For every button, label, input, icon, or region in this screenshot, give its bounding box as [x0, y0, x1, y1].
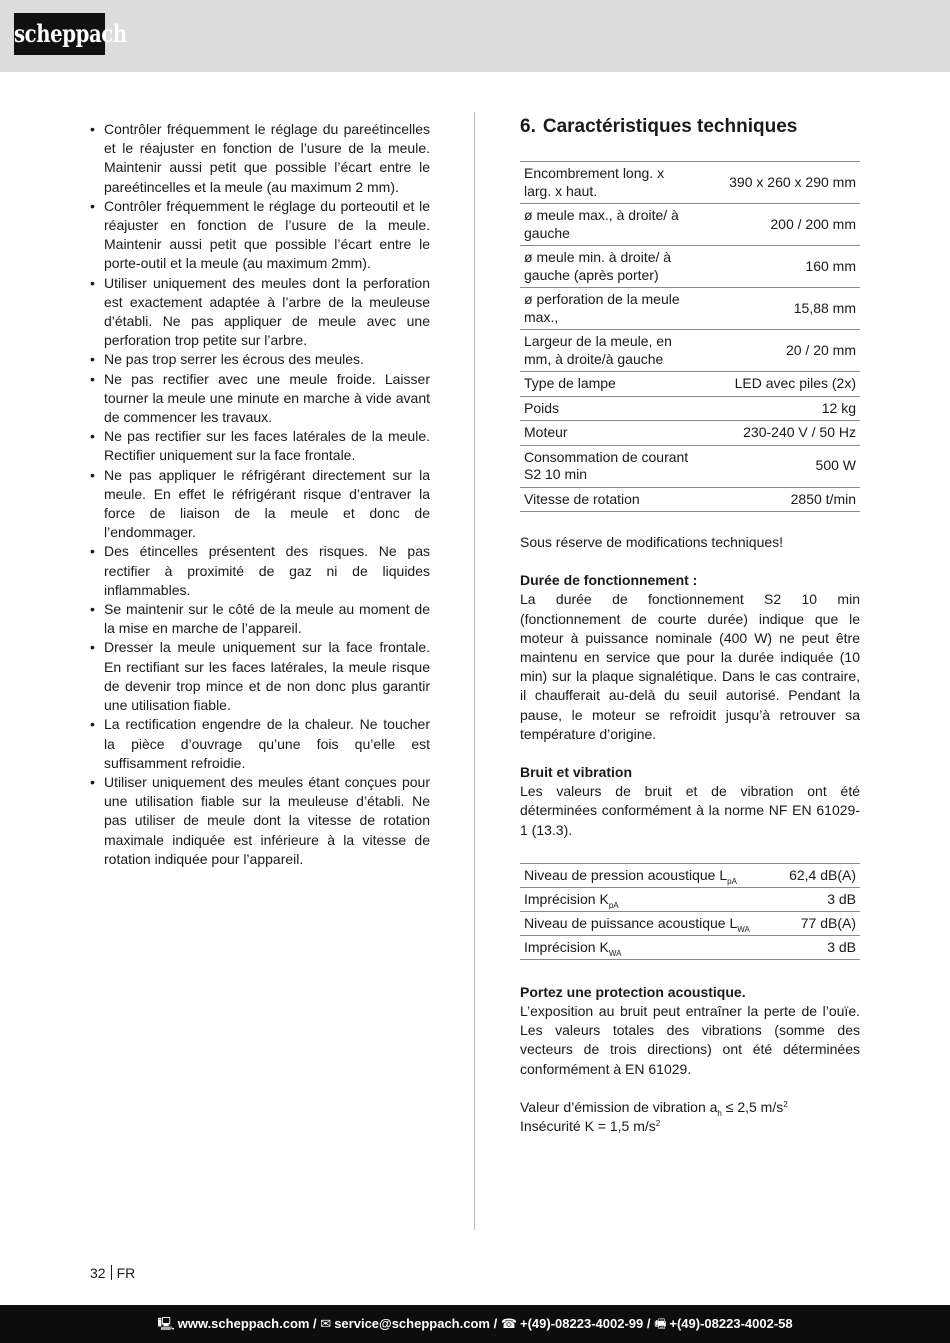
safety-instructions: [90, 120, 430, 869]
bullet-dot: •: [90, 121, 95, 137]
bullet-text: Contrôler fréquemment le réglage du porteoutil et le réajuster en fonction de l’usure de la meule. Maintenir aussi petit que possible l’écart entre le porte-outil et la meule (au maximum 2mm).: [104, 197, 430, 272]
vibration-sup: 2: [783, 1099, 788, 1109]
vibration-sub: h: [717, 1108, 722, 1118]
spec-label: Poids: [520, 396, 698, 421]
noise-value: 3 dB: [777, 935, 860, 959]
spec-row: [520, 487, 860, 512]
email-link[interactable]: service@scheppach.com /: [334, 1316, 498, 1331]
noise-label: Imprécision K: [524, 938, 609, 955]
safety-bullet-item: [90, 542, 430, 600]
bullet-dot: •: [90, 428, 95, 445]
safety-bullet-list: [90, 120, 430, 869]
noise-label-sub: pA: [727, 876, 737, 886]
section-title: Caractéristiques techniques: [542, 116, 798, 137]
protection-heading: Portez une protection acoustique.: [520, 983, 746, 1000]
page-number-footer: [90, 1265, 135, 1281]
bullet-text: Dresser la meule uniquement sur la face frontale. En rectifiant sur les faces latérales, la meule risque de devenir trop mince et de non donc plus garantir une utilisation fiable.: [104, 639, 430, 714]
web-link[interactable]: www.scheppach.com /: [177, 1316, 317, 1331]
section-number: 6.: [520, 116, 536, 137]
noise-row: [520, 911, 860, 935]
specifications-table: [520, 161, 860, 512]
safety-bullet-item: [90, 350, 430, 369]
bullet-text: Utiliser uniquement des meules étant conçues pour une utilisation fiable sur la meuleuse d’établi. Ne pas utiliser de meule dont la vitesse de rotation maximale indiquée est inférieure à la vitesse de rotation indiquée pour l’appareil.: [104, 773, 430, 867]
bullet-text: La rectification engendre de la chaleur. Ne toucher la pièce d’ouvrage qu’une fois qu’elle est suffisamment refroidie.: [104, 716, 430, 771]
uncertainty-label: Insécurité K = 1,5 m/s: [520, 1118, 656, 1135]
bullet-dot: •: [90, 543, 95, 560]
noise-label: Niveau de puissance acoustique L: [524, 914, 738, 931]
spec-value: 12 kg: [698, 396, 860, 421]
spec-label: Type de lampe: [520, 372, 698, 397]
safety-bullet-item: [90, 197, 430, 274]
noise-heading: Bruit et vibration: [520, 764, 633, 781]
spec-row: [520, 288, 860, 330]
duty-heading: Durée de fonctionnement :: [520, 572, 698, 589]
section-heading: [520, 112, 860, 142]
bullet-text: Ne pas trop serrer les écrous des meules.: [104, 351, 364, 368]
bullet-text: Ne pas rectifier avec une meule froide. Laisser tourner la meule une minute en marche à vide avant de commencer les travaux.: [104, 370, 430, 426]
noise-label: Niveau de pression acoustique L: [524, 866, 728, 883]
uncertainty-line: [520, 1117, 860, 1136]
bullet-dot: •: [90, 351, 95, 368]
noise-value: 77 dB(A): [777, 911, 860, 935]
noise-label-cell: [520, 935, 777, 959]
noise-label-sub: WA: [608, 948, 622, 958]
spec-value: 2850 t/min: [698, 487, 860, 512]
noise-value: 62,4 dB(A): [777, 863, 860, 887]
spec-value: LED avec piles (2x): [698, 372, 860, 397]
phone-icon: ☎: [500, 1316, 518, 1331]
spec-label: Consommation de courant S2 10 min: [520, 445, 698, 487]
spec-value: 390 x 260 x 290 mm: [698, 162, 860, 204]
spec-label: Largeur de la meule, en mm, à droite/à gauche: [520, 330, 698, 372]
safety-bullet-item: [90, 427, 430, 465]
safety-bullet-item: [90, 715, 430, 773]
vibration-value: ≤ 2,5 m/s: [721, 1098, 784, 1115]
bullet-dot: •: [90, 601, 95, 618]
noise-value: 3 dB: [777, 887, 860, 911]
spec-label: Moteur: [520, 421, 698, 446]
spec-value: 500 W: [698, 445, 860, 487]
noise-label-cell: [520, 887, 777, 911]
bullet-text: Contrôler fréquemment le réglage du pareétincelles et le réajuster en fonction de l’usure de la meule. Maintenir aussi petit que possible l’écart entre le pareétincelles et la meule (au maximum 2 mm).: [104, 121, 430, 195]
bullet-text: Ne pas rectifier sur les faces latérales de la meule. Rectifier uniquement sur la face frontale.: [104, 428, 430, 464]
noise-label-cell: [520, 911, 777, 935]
spec-label: ø meule max., à droite/ à gauche: [520, 204, 698, 246]
bullet-dot: •: [90, 639, 95, 656]
spec-value: 160 mm: [698, 246, 860, 288]
technical-data-column: [520, 112, 860, 1136]
fax-icon: 🖷: [654, 1316, 667, 1331]
spec-row: [520, 330, 860, 372]
spec-value: 230-240 V / 50 Hz: [698, 421, 860, 446]
scheppach-logo: scheppach: [14, 13, 105, 55]
header-bar: [0, 0, 950, 72]
spec-label: ø meule min. à droite/ à gauche (après porter): [520, 246, 698, 288]
spec-label: ø perforation de la meule max.,: [520, 288, 698, 330]
bullet-text: Ne pas appliquer le réfrigérant directement sur la meule. En effet le réfrigérant risque d’entraver la force de liaison de la meule et donc de l’endommager.: [104, 466, 430, 541]
bullet-dot: •: [90, 197, 95, 214]
bullet-dot: •: [90, 773, 95, 790]
safety-bullet-item: [90, 773, 430, 869]
spec-row: [520, 246, 860, 288]
page-separator: [111, 1265, 112, 1280]
email-icon: ✉: [320, 1316, 332, 1331]
contact-bar: [0, 1305, 950, 1343]
noise-row: [520, 863, 860, 887]
safety-bullet-item: [90, 466, 430, 543]
bullet-dot: •: [90, 370, 95, 387]
language-code: FR: [116, 1265, 136, 1281]
uncertainty-sup: 2: [655, 1119, 661, 1129]
spec-row: [520, 204, 860, 246]
vibration-label: Valeur d’émission de vibration a: [520, 1098, 718, 1115]
noise-label: Imprécision K: [524, 890, 609, 907]
noise-label-sub: WA: [737, 924, 750, 934]
fax-number: +(49)-08223-4002-58: [669, 1316, 793, 1331]
noise-table: [520, 863, 860, 960]
bullet-text: Utiliser uniquement des meules dont la perforation est exactement adaptée à l’arbre de la meuleuse d’établi. Ne pas appliquer de meule avec une perforation trop petite sur l’arbre.: [104, 274, 430, 349]
noise-row: [520, 887, 860, 911]
duty-text: La durée de fonctionnement S2 10 min (fonctionnement de courte durée) indique que le moteur à puissance nominale (400 W) ne peut être maintenu en service que pour la durée indiquée (10 min) sur la plaque signalétique. Dans le cas contraire, il chaufferait au-delà du seuil autorisé. Pendant la pause, le moteur se refroidit jusqu’à retrouver sa température d’origine.: [520, 591, 860, 742]
vibration-value-line: [520, 1098, 860, 1117]
phone-number: +(49)-08223-4002-99 /: [520, 1316, 651, 1331]
spec-value: 200 / 200 mm: [698, 204, 860, 246]
safety-bullet-item: [90, 370, 430, 428]
spec-row: [520, 396, 860, 421]
noise-text: Les valeurs de bruit et de vibration ont été déterminées conformément à la norme NF EN 61029-1 (13.3).: [520, 783, 860, 838]
reserve-note: Sous réserve de modifications techniques!: [520, 534, 784, 550]
noise-label-sub: pA: [608, 900, 619, 910]
spec-row: [520, 372, 860, 397]
spec-row: [520, 445, 860, 487]
bullet-dot: •: [90, 274, 95, 291]
column-divider: [474, 112, 475, 1230]
safety-bullet-item: [90, 120, 430, 197]
spec-label: Encombrement long. x larg. x haut.: [520, 162, 698, 204]
bullet-dot: •: [90, 466, 95, 483]
bullet-text: Des étincelles présentent des risques. Ne pas rectifier à proximité de gaz ni de liquides inflammables.: [104, 543, 430, 598]
noise-label-cell: [520, 863, 777, 887]
protection-text: L’exposition au bruit peut entraîner la perte de l’ouïe. Les valeurs totales des vibrations (somme des vecteurs de trois directions) ont été déterminées conformément à EN 61029.: [520, 1003, 860, 1077]
safety-bullet-item: [90, 600, 430, 638]
spec-value: 20 / 20 mm: [698, 330, 860, 372]
safety-bullet-item: [90, 638, 430, 715]
spec-row: [520, 421, 860, 446]
page-number: 32: [90, 1265, 106, 1281]
noise-row: [520, 935, 860, 959]
safety-bullet-item: [90, 274, 430, 351]
spec-row: [520, 162, 860, 204]
bullet-dot: •: [90, 716, 95, 733]
bullet-text: Se maintenir sur le côté de la meule au moment de la mise en marche de l’appareil.: [104, 601, 430, 637]
spec-label: Vitesse de rotation: [520, 487, 698, 512]
spec-value: 15,88 mm: [698, 288, 860, 330]
computer-icon: 🖳: [157, 1316, 175, 1331]
